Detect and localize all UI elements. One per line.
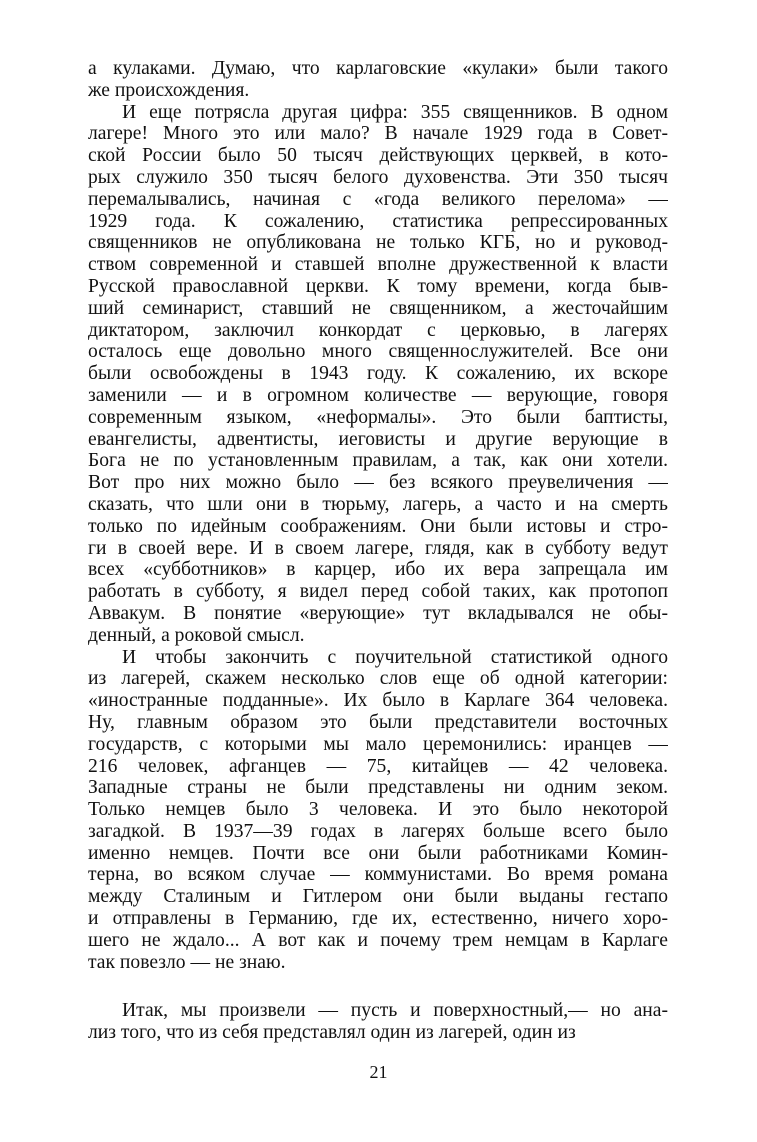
text-line: ством современной и ставшей вполне дружественной к власти <box>88 254 668 276</box>
text-line: рых служило 350 тысяч белого духовенства. Эти 350 тысяч <box>88 166 668 188</box>
page-number: 21 <box>369 1062 388 1082</box>
text-line: Западные страны не были представлены ни одним зеком. <box>88 777 668 799</box>
text-line: сказать, что шли они в тюрьму, лагерь, а часто и на смерть <box>88 493 668 515</box>
text-line: а кулаками. Думаю, что карлаговские «кулаки» были такого <box>88 58 668 79</box>
text-line: ской России было 50 тысяч действующих церквей, в кото- <box>88 145 668 167</box>
text-line: Вот про них можно было — без всякого преувеличения — <box>88 472 668 494</box>
text-line: между Сталиным и Гитлером они были выданы гестапо <box>88 886 668 908</box>
text-line: 1929 года. К сожалению, статистика репрессированных <box>88 210 668 232</box>
text-line: диктатором, заключил конкордат с церковью, в лагерях <box>88 319 668 341</box>
text-line: терна, во всяком случае — коммунистами. Во время романа <box>88 864 668 886</box>
text-line: Только немцев было 3 человека. И это было некоторой <box>88 799 668 821</box>
text-line: лагере! Много это или мало? В начале 1929 года в Совет- <box>88 123 668 145</box>
text-line: Русской православной церкви. К тому времени, когда быв- <box>88 275 668 297</box>
text-line: 216 человек, афганцев — 75, китайцев — 42 человека. <box>88 755 668 777</box>
text-line: денный, а роковой смысл. <box>88 624 305 646</box>
text-line: Бога не по установленным правилам, а так, как они хотели. <box>88 450 668 472</box>
text-line: работать в субботу, я видел перед собой таких, как протопоп <box>88 581 668 603</box>
text-line: именно немцев. Почти все они были работниками Комин- <box>88 842 668 864</box>
text-line: из лагерей, скажем несколько слов еще об одной категории: <box>88 668 668 690</box>
text-line: всех «субботников» в карцер, ибо их вера запрещала им <box>88 559 668 581</box>
text-line: «иностранные подданные». Их было в Карлаге 364 человека. <box>88 690 668 712</box>
text-line: заменили — и в огромном количестве — верующие, говоря <box>88 384 668 406</box>
body-text <box>88 58 668 1044</box>
text-line: только по идейным соображениям. Они были истовы и стро- <box>88 515 668 537</box>
text-line: евангелисты, адвентисты, иеговисты и другие верующие в <box>88 428 668 450</box>
text-line: осталось еще довольно много священнослужителей. Все они <box>88 341 668 363</box>
text-line: лиз того, что из себя представлял один из лагерей, один из <box>88 1022 576 1044</box>
text-line: перемалывались, начиная с «года великого перелома» — <box>88 188 668 210</box>
text-line: и отправлены в Германию, где их, естественно, ничего хоро- <box>88 908 668 930</box>
text-line: ги в своей вере. И в своем лагере, глядя, как в субботу ведут <box>88 537 668 559</box>
text-line: же происхождения. <box>88 79 250 101</box>
text-line: Ну, главным образом это были представители восточных <box>88 711 668 733</box>
text-line: священников не опубликована не только КГБ, но и руковод- <box>88 232 668 254</box>
text-line: Итак, мы произвели — пусть и поверхностный,— но ана- <box>122 1000 668 1022</box>
text-line: так повезло — не знаю. <box>88 951 286 973</box>
text-line: загадкой. В 1937—39 годах в лагерях больше всего было <box>88 820 668 842</box>
text-line: шего не ждало... А вот как и почему трем немцам в Карлаге <box>88 929 668 951</box>
text-line: были освобождены в 1943 году. К сожалению, их вскоре <box>88 363 668 385</box>
text-line: ший семинарист, ставший не священником, а жесточайшим <box>88 297 668 319</box>
text-line: И чтобы закончить с поучительной статистикой одного <box>122 646 668 668</box>
text-line: И еще потрясла другая цифра: 355 священников. В одном <box>122 101 668 123</box>
paragraph-gap <box>88 973 668 1000</box>
paragraph <box>88 102 668 647</box>
paragraph <box>88 1000 668 1044</box>
paragraph <box>88 58 668 102</box>
text-line: Аввакум. В понятие «верующие» тут вкладывался не обы- <box>88 602 668 624</box>
text-line: современным языком, «неформалы». Это были баптисты, <box>88 406 668 428</box>
paragraph <box>88 647 668 974</box>
text-line: государств, с которыми мы мало церемонились: иранцев — <box>88 733 668 755</box>
